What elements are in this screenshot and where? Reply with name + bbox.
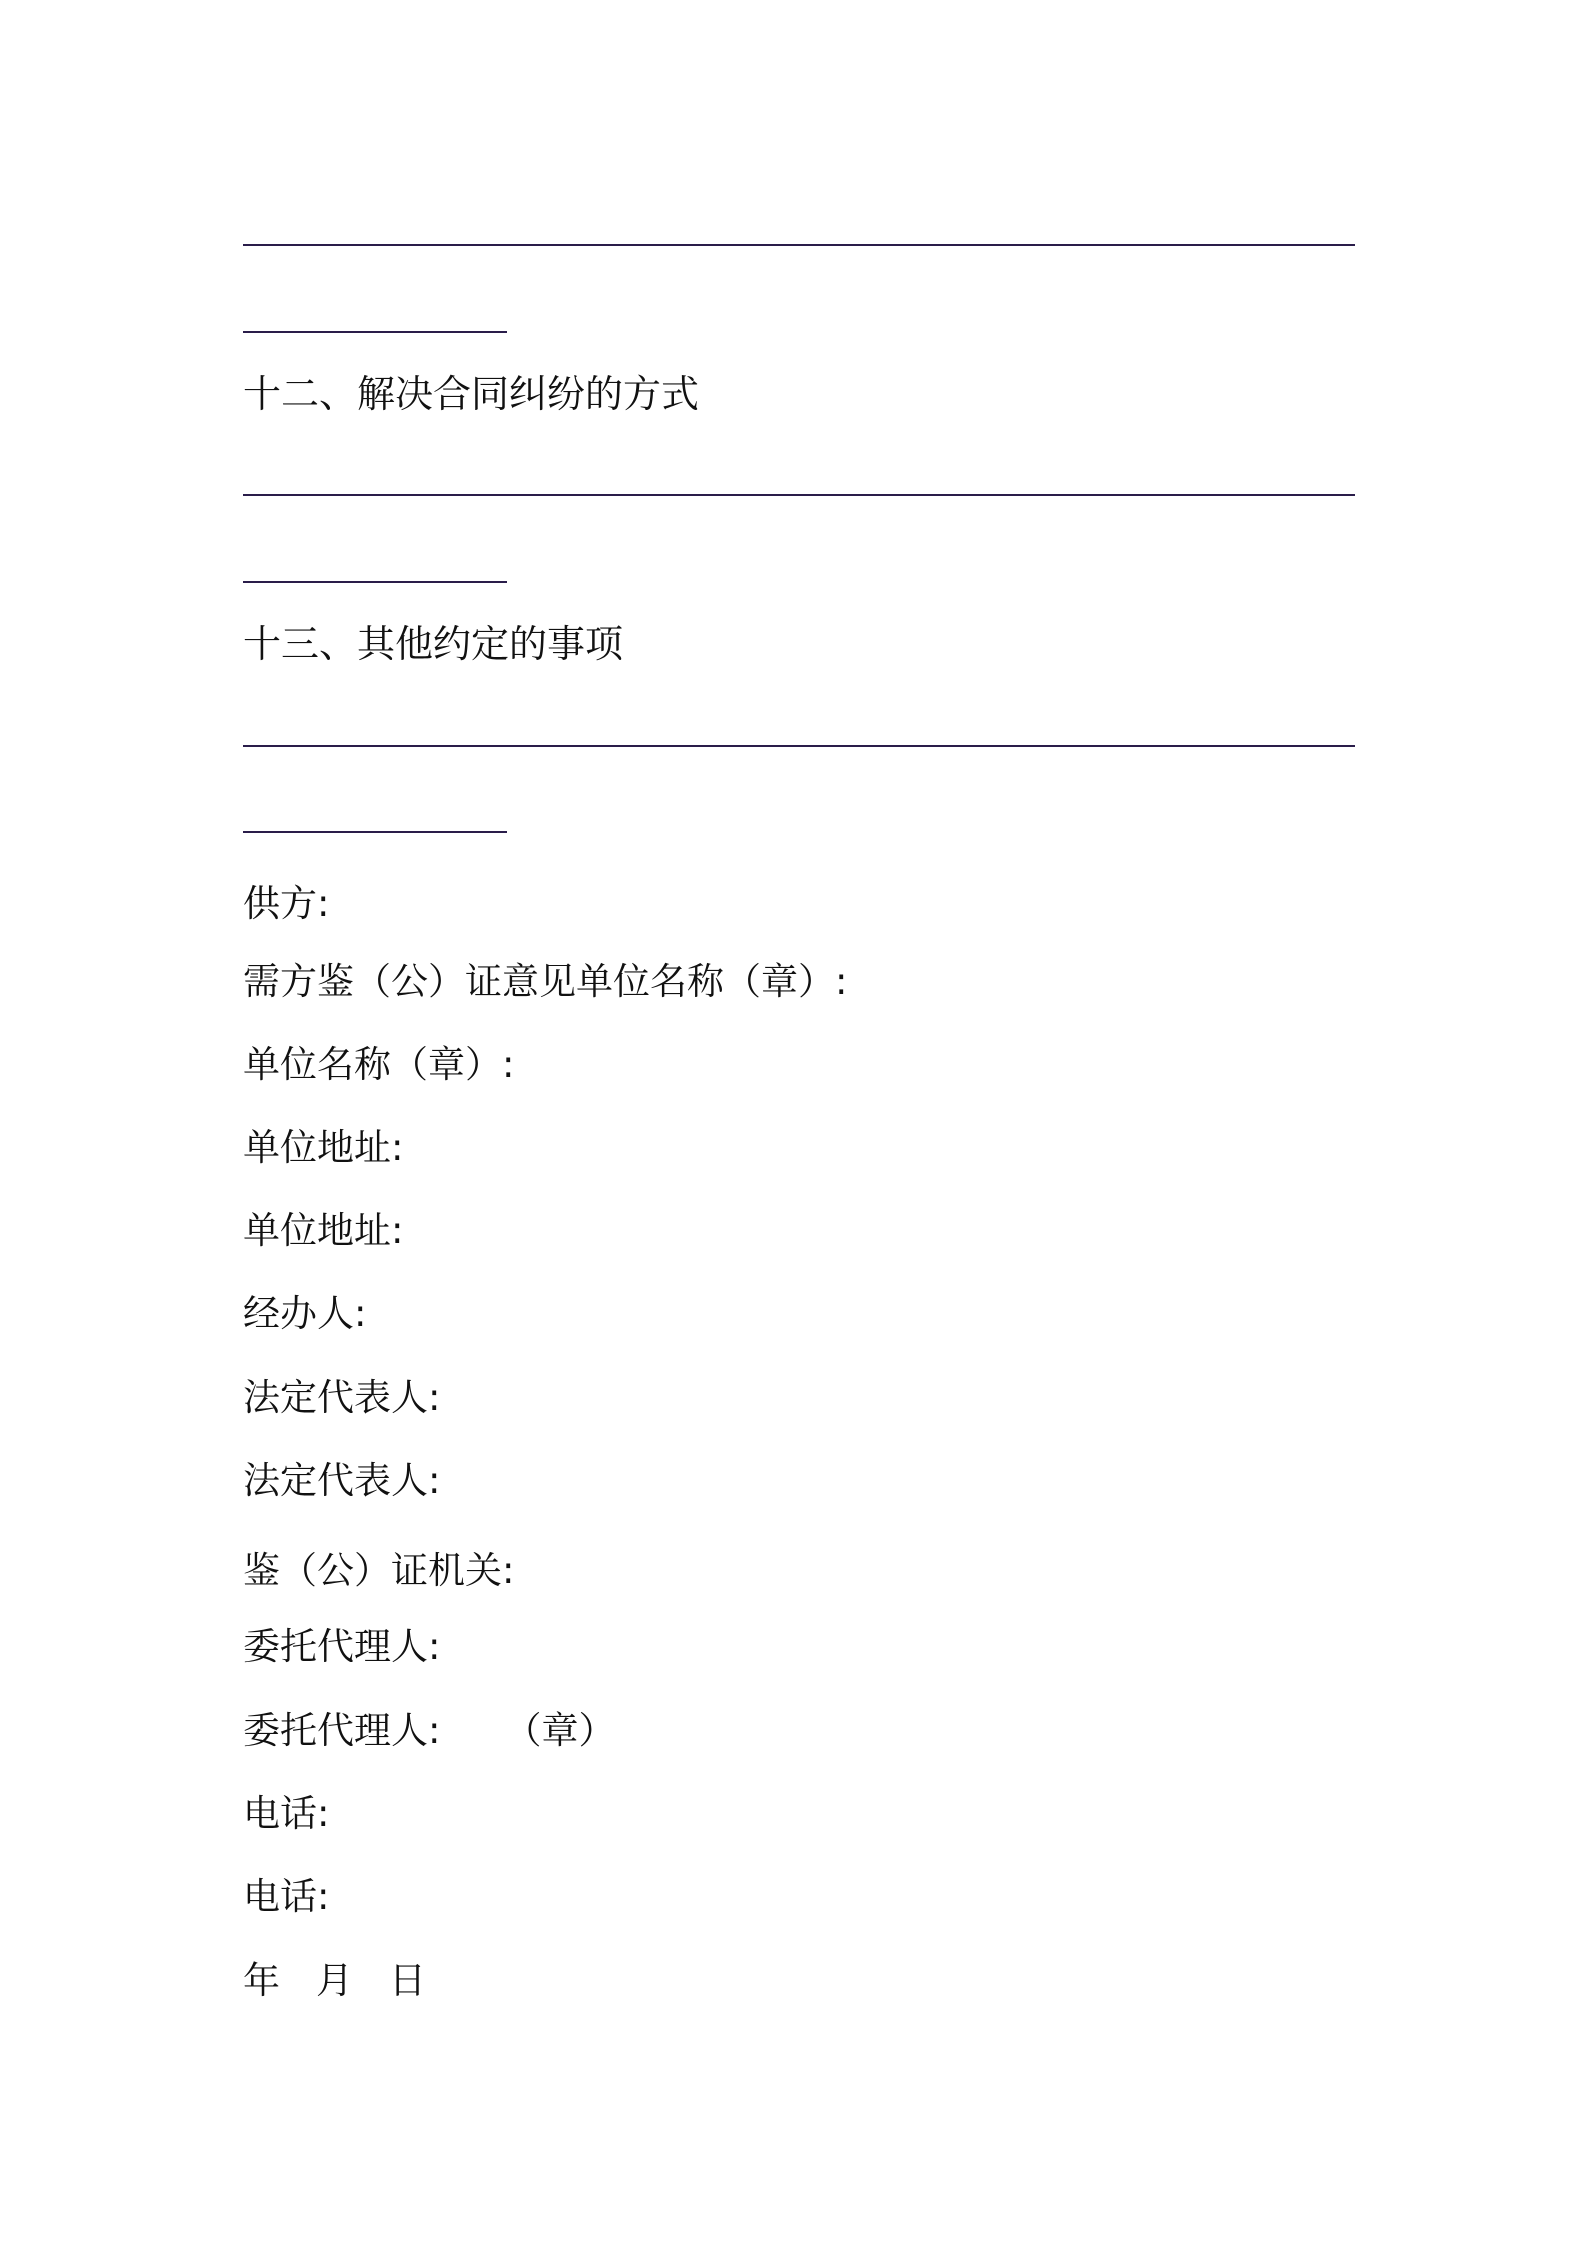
fill-line bbox=[243, 494, 1355, 496]
section-heading-12: 十二、解决合同纠纷的方式 bbox=[243, 372, 700, 416]
notary-opinion-unit-label: 需方鉴（公）证意见单位名称（章）: bbox=[243, 960, 848, 1003]
unit-address-label: 单位地址: bbox=[243, 1209, 404, 1252]
notary-authority-label: 鉴（公）证机关: bbox=[243, 1549, 515, 1592]
fill-line bbox=[243, 331, 507, 333]
phone-label: 电话: bbox=[243, 1792, 330, 1835]
fill-line bbox=[243, 831, 507, 833]
phone-label: 电话: bbox=[243, 1875, 330, 1918]
fill-line bbox=[243, 745, 1355, 747]
handler-label: 经办人: bbox=[243, 1292, 367, 1335]
agent-seal-line bbox=[243, 1709, 615, 1753]
agent-label: 委托代理人: bbox=[243, 1625, 441, 1668]
date-day: 日 bbox=[389, 1959, 426, 2002]
fill-line bbox=[243, 244, 1355, 246]
unit-address-label: 单位地址: bbox=[243, 1126, 404, 1169]
section-heading-13: 十三、其他约定的事项 bbox=[243, 622, 624, 666]
legal-representative-label: 法定代表人: bbox=[243, 1376, 441, 1419]
legal-representative-label: 法定代表人: bbox=[243, 1459, 441, 1502]
agent-label: 委托代理人: bbox=[243, 1709, 441, 1752]
unit-name-seal-label: 单位名称（章）: bbox=[243, 1043, 515, 1086]
seal-label: （章） bbox=[504, 1709, 616, 1752]
date-year: 年 bbox=[243, 1959, 280, 2002]
date-line bbox=[243, 1959, 426, 2003]
supplier-label: 供方: bbox=[243, 882, 330, 925]
date-month: 月 bbox=[316, 1959, 353, 2002]
fill-line bbox=[243, 581, 507, 583]
